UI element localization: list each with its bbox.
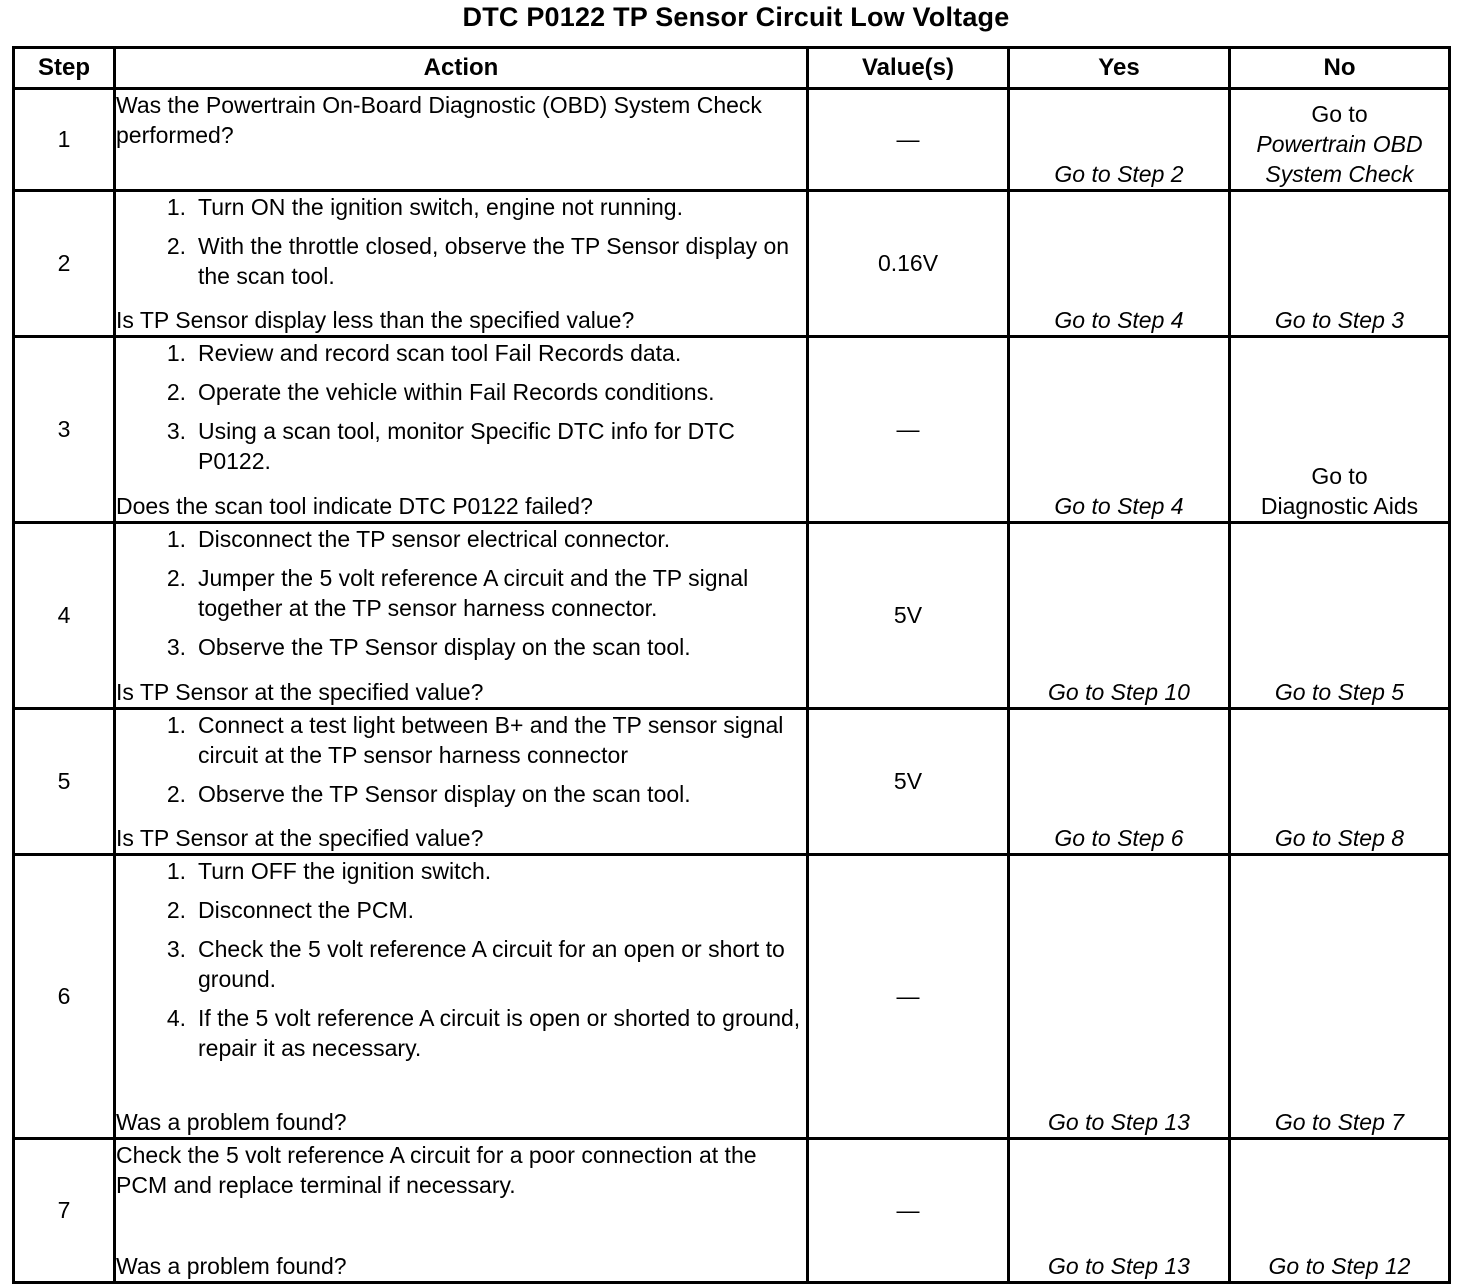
action-steps (116, 192, 806, 291)
table-row (14, 1139, 1450, 1283)
action-cell (115, 337, 808, 523)
action-steps (116, 710, 806, 809)
action-step: 2. Jumper the 5 volt reference A circuit and the TP signal together at the TP sensor harness connector. (166, 565, 749, 621)
action-text: Was the Powertrain On-Board Diagnostic (OBD) System Check performed? (116, 92, 762, 148)
no-line: Powertrain OBD (1256, 131, 1423, 157)
action-step: 2. Disconnect the PCM. (166, 897, 415, 923)
yes-cell: Go to Step 10 (1009, 523, 1230, 709)
action-cell (115, 1139, 808, 1283)
header-no: No (1230, 48, 1450, 89)
value-cell: — (808, 1139, 1009, 1283)
yes-cell: Go to Step 6 (1009, 709, 1230, 855)
table-row (14, 191, 1450, 337)
step-number: 6 (14, 855, 115, 1139)
yes-cell: Go to Step 13 (1009, 1139, 1230, 1283)
action-step: 2. With the throttle closed, observe the TP Sensor display on the scan tool. (166, 233, 790, 289)
step-number: 2 (14, 191, 115, 337)
yes-cell: Go to Step 13 (1009, 855, 1230, 1139)
diagnostic-table (12, 46, 1451, 1284)
action-cell (115, 523, 808, 709)
header-step: Step (14, 48, 115, 89)
action-step: 1. Review and record scan tool Fail Records data. (166, 340, 682, 366)
no-cell (1230, 337, 1450, 523)
header-action: Action (115, 48, 808, 89)
action-cell (115, 89, 808, 191)
table-row (14, 523, 1450, 709)
action-question: Is TP Sensor at the specified value? (116, 825, 484, 851)
action-step: 1. Connect a test light between B+ and the TP sensor signal circuit at the TP sensor harness connector (166, 712, 784, 768)
value-cell: 0.16V (808, 191, 1009, 337)
table-row (14, 337, 1450, 523)
action-question: Is TP Sensor display less than the specified value? (116, 307, 635, 333)
step-number: 4 (14, 523, 115, 709)
action-cell (115, 855, 808, 1139)
yes-cell: Go to Step 2 (1009, 89, 1230, 191)
no-line: Go to (1311, 101, 1368, 127)
action-steps (116, 524, 806, 662)
action-steps (116, 338, 806, 476)
no-cell: Go to Step 5 (1230, 523, 1450, 709)
yes-cell: Go to Step 4 (1009, 191, 1230, 337)
action-step: 3. Check the 5 volt reference A circuit for an open or short to ground. (166, 936, 785, 992)
no-line: Diagnostic Aids (1260, 493, 1419, 519)
action-question: Was a problem found? (116, 1109, 347, 1135)
action-step: 4. If the 5 volt reference A circuit is open or shorted to ground, repair it as necessary. (166, 1005, 801, 1061)
no-cell: Go to Step 3 (1230, 191, 1450, 337)
header-values: Value(s) (808, 48, 1009, 89)
value-cell: 5V (808, 523, 1009, 709)
header-row (14, 48, 1450, 89)
no-line: Go to (1311, 463, 1368, 489)
no-cell: Go to Step 7 (1230, 855, 1450, 1139)
action-step: 1. Turn ON the ignition switch, engine not running. (166, 194, 683, 220)
no-line: System Check (1265, 161, 1414, 187)
table-row (14, 709, 1450, 855)
step-number: 1 (14, 89, 115, 191)
value-cell: — (808, 337, 1009, 523)
action-question: Is TP Sensor at the specified value? (116, 679, 484, 705)
table-row (14, 89, 1450, 191)
header-yes: Yes (1009, 48, 1230, 89)
action-step: 3. Observe the TP Sensor display on the scan tool. (166, 634, 691, 660)
action-text: Check the 5 volt reference A circuit for a poor connection at the PCM and replace terminal if necessary. (116, 1142, 757, 1198)
step-number: 7 (14, 1139, 115, 1283)
action-cell (115, 191, 808, 337)
no-cell: Go to Step 8 (1230, 709, 1450, 855)
no-cell (1230, 89, 1450, 191)
action-step: 3. Using a scan tool, monitor Specific DTC info for DTC P0122. (166, 418, 735, 474)
table-row (14, 855, 1450, 1139)
value-cell: — (808, 89, 1009, 191)
action-step: 1. Turn OFF the ignition switch. (166, 858, 492, 884)
value-cell: — (808, 855, 1009, 1139)
step-number: 3 (14, 337, 115, 523)
action-question: Does the scan tool indicate DTC P0122 failed? (116, 493, 593, 519)
action-question: Was a problem found? (116, 1253, 347, 1279)
yes-cell: Go to Step 4 (1009, 337, 1230, 523)
action-step: 2. Observe the TP Sensor display on the scan tool. (166, 781, 691, 807)
page-title: DTC P0122 TP Sensor Circuit Low Voltage (462, 2, 1010, 32)
action-steps (116, 856, 806, 1063)
action-cell (115, 709, 808, 855)
no-cell: Go to Step 12 (1230, 1139, 1450, 1283)
action-step: 1. Disconnect the TP sensor electrical connector. (166, 526, 671, 552)
value-cell: 5V (808, 709, 1009, 855)
step-number: 5 (14, 709, 115, 855)
action-step: 2. Operate the vehicle within Fail Records conditions. (166, 379, 715, 405)
